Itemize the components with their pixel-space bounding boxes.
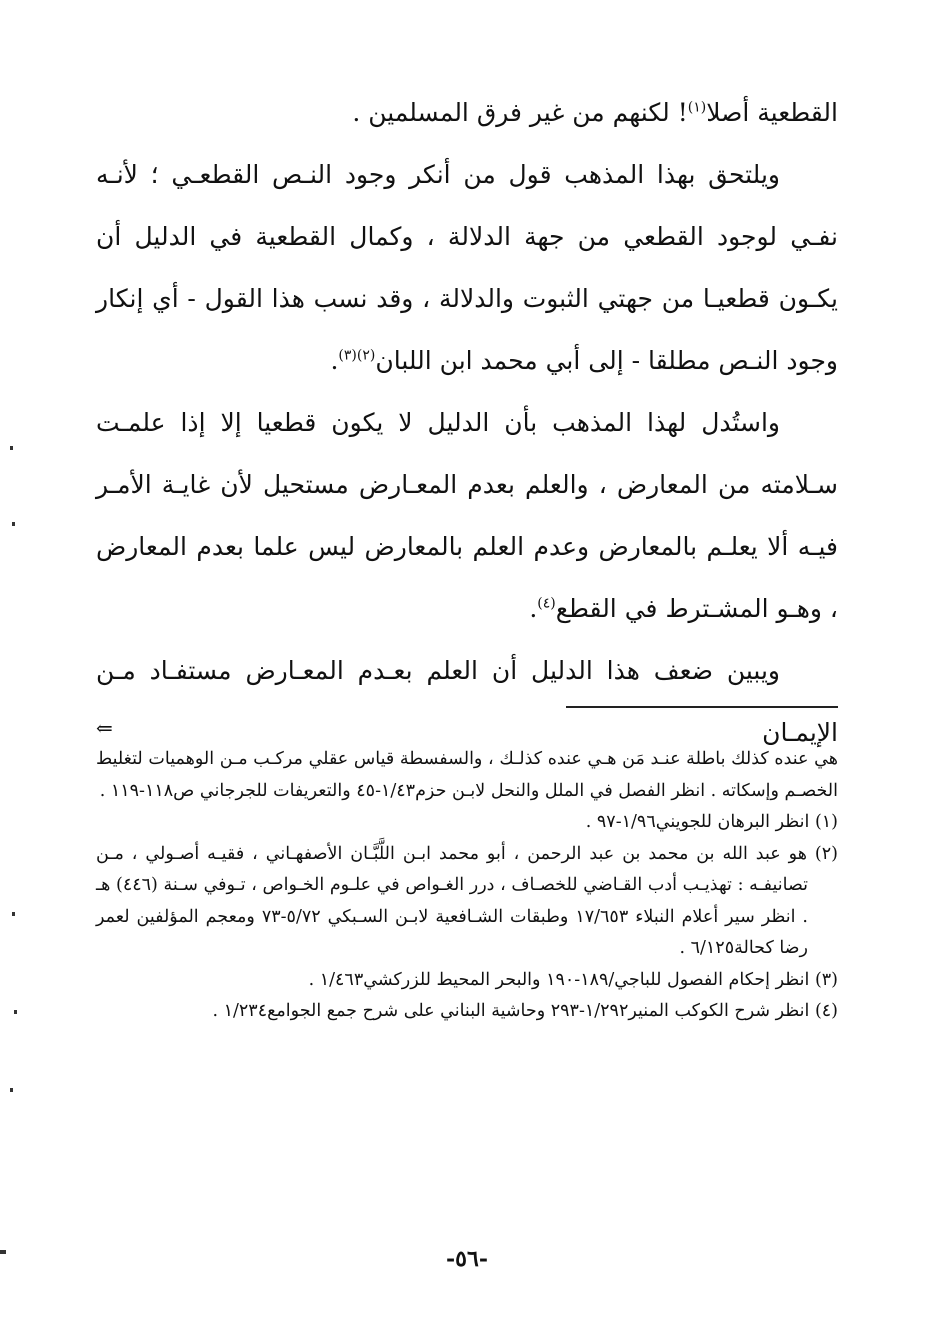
main-text <box>96 82 838 764</box>
paragraph-4: ويبين ضعف هذا الدليل أن العلم بعـدم المعـارض مستفـاد مـن الإيمـان <box>96 656 838 747</box>
footnote-divider <box>566 706 838 708</box>
footnote-ref-2-3[interactable]: (٢)(٣) <box>338 347 376 364</box>
footnote-ref-1[interactable]: (١) <box>687 99 707 116</box>
footnote-2: (٢) هو عبد الله بن محمد بن عبد الرحمن ، أبو محمد ابـن اللَّبَّـان الأصفهـاني ، فقيـه أصـولي ، مـن تصانيفـه : تهذيـب أدب القـاضي للخصـاف ، درر الغـواص في علـوم الخـواص ، تـوفي سـنة (٤٤٦) هـ . انظر سير أعلام النبلاء ١٧/٦٥٣ وطبقات الشـافعية لابـن السـبكي ٥/٧٢-٧٣ ومعجم المؤلفين لعمر رضا كحالة٦/١٢٥ . <box>96 843 838 958</box>
paragraph-2: ويلتحق بهذا المذهب قول من أنكر وجود النـص القطعـي ؛ لأنـه نفـي لوجود القطعي من جهة الدلالة ، وكمال القطعية في الدليل أن يكـون قطعيـا من جهتي الثبوت والدلالة ، وقد نسب هذا القول - أي إنكار وجود النـص مطلقا - إلى أبي محمد ابن اللبان$^{(٢)(٣)}$. <box>96 160 838 375</box>
page-number: -٥٦- <box>446 1246 488 1272</box>
scan-speck <box>12 522 15 526</box>
page-body <box>96 82 838 1272</box>
footnote-4: (٤) انظر شرح الكوكب المنير١/٢٩٢-٢٩٣ وحاشية البناني على شرح جمع الجوامع١/٢٣٤ . <box>212 1001 838 1021</box>
paragraph-3: واستُدل لهذا المذهب بأن الدليل لا يكون قطعيا إلا إذا علمـت سـلامته من المعارض ، والعلم بعدم المعـارض مستحيل لأن غايـة الأمـر فيـه ألا يعلـم بالمعارض وعدم العلم بالمعارض ليس علما بعدم المعارض ، وهـو المشـترط في القطع$^{(٤)}$. <box>96 408 838 623</box>
scan-speck <box>14 1010 17 1014</box>
scan-speck <box>10 446 13 450</box>
footnote-continuation: هي عنده كذلك باطلة عنـد مَن هـي عنده كذلـك ، والسفسطة قياس عقلي مركـب مـن الوهميات لتغليط الخصـم وإسكاته . انظر الفصل في الملل والنحل لابـن حزم١/٤٣-٤٥ والتعريفات للجرجاني ص١١٨-١١٩ . <box>96 749 838 801</box>
footnotes <box>96 744 838 1028</box>
continuation-arrow-icon: ⇐ <box>96 716 113 740</box>
footnote-ref-4[interactable]: (٤) <box>537 595 556 612</box>
scan-speck <box>12 912 15 916</box>
paragraph-1: القطعية أصلا$^{(١)}$! لكنهم من غير فرق المسلمين . <box>352 98 838 127</box>
footnote-3: (٣) انظر إحكام الفصول للباجي/١٨٩-١٩٠ والبحر المحيط للزركشي١/٤٦٣ . <box>308 969 838 990</box>
scan-speck <box>0 1250 6 1254</box>
scan-speck <box>10 1088 13 1092</box>
footnote-1: (١) انظر البرهان للجويني١/٩٦-٩٧ . <box>585 812 838 832</box>
